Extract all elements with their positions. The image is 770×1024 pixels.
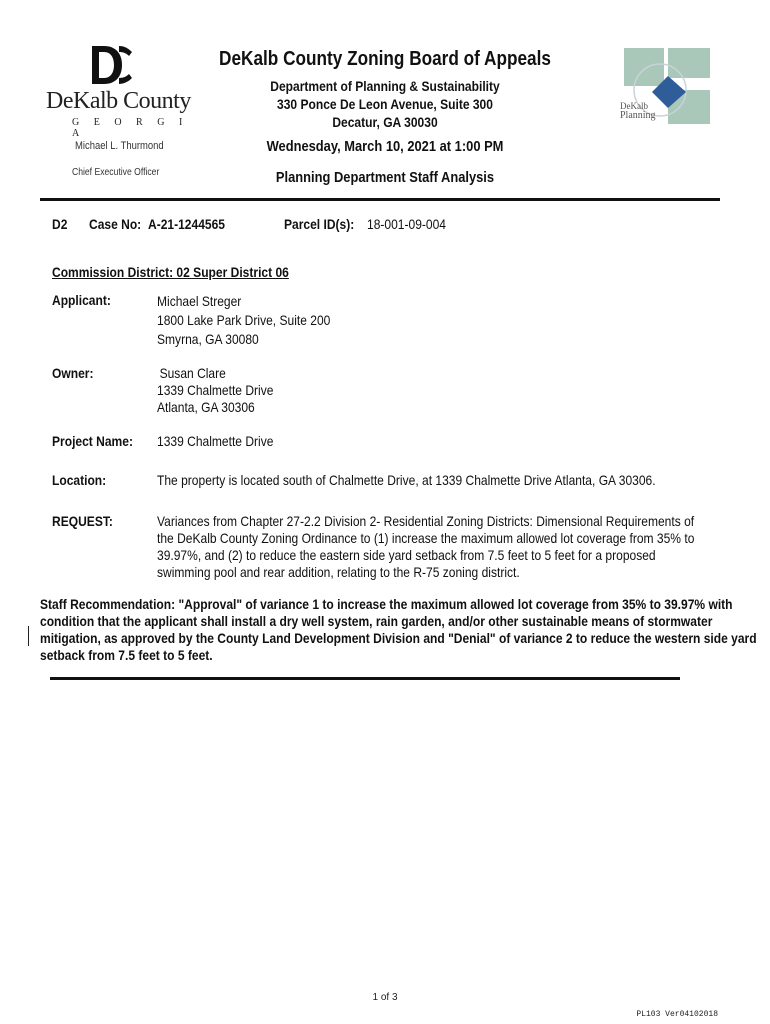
ceo-name: Michael L. Thurmond [75,140,164,152]
owner-line: Susan Clare [159,365,226,381]
project-name-value: 1339 Chalmette Drive [157,433,274,449]
request-value [157,513,694,581]
department-name: Department of Planning & Sustainability [270,78,500,94]
dc-monogram-icon [88,44,134,86]
applicant-line: Michael Streger [157,293,242,309]
request-label: REQUEST: [52,513,113,529]
logo-right-line1: DeKalb [620,101,648,111]
location-label: Location: [52,472,107,488]
logo-right-line2: Planning [620,110,656,121]
location-value: The property is located south of Chalmette Drive, at 1339 Chalmette Drive Atlanta, GA 30306. [157,472,656,488]
owner-value [157,365,273,416]
recommendation-line: condition that the applicant shall install a dry well system, rain garden, and/or other sustainable means of stormwater [40,613,713,629]
meeting-date: Wednesday, March 10, 2021 at 1:00 PM [266,138,504,155]
recommendation-divider [50,677,680,680]
board-title: DeKalb County Zoning Board of Appeals [219,48,551,70]
recommendation-line: setback from 7.5 feet to 5 feet. [40,647,213,663]
staff-analysis-subtitle: Planning Department Staff Analysis [275,169,495,186]
parcel-id: 18-001-09-004 [367,216,446,232]
applicant-line: 1800 Lake Park Drive, Suite 200 [157,312,331,328]
form-code: PL103 Ver04102018 [636,1010,718,1019]
district-code: D2 [52,216,68,232]
logo-county-name: DeKalb County [46,88,191,114]
owner-line: Atlanta, GA 30306 [157,399,255,415]
applicant-line: Smyrna, GA 30080 [157,331,259,347]
request-line: Variances from Chapter 27-2.2 Division 2- Residential Zoning Districts: Dimensional Requirements of [157,513,695,529]
recommendation-line: mitigation, as approved by the County Land Development Division and "Denial" of variance 2 to reduce the western side yard [40,630,757,646]
commission-district: Commission District: 02 Super District 06 [52,264,289,280]
project-name-label: Project Name: [52,433,133,449]
dekalb-county-logo [40,44,191,139]
logo-state-name: G E O R G I A [72,117,189,139]
request-line: swimming pool and rear addition, relating to the R-75 zoning district. [157,564,520,580]
owner-line: 1339 Chalmette Drive [157,382,274,398]
header-divider [40,198,720,201]
applicant-label: Applicant: [52,292,111,308]
request-line: 39.97%, and (2) to reduce the eastern side yard setback from 7.5 feet to 5 feet for a proposed [157,547,656,563]
address-line-2: Decatur, GA 30030 [332,114,438,130]
header-title-block [180,48,590,186]
recommendation-line: Staff Recommendation: "Approval" of variance 1 to increase the maximum allowed lot coverage from 35% to 39.97% with [40,596,733,612]
dekalb-planning-logo [614,46,714,126]
request-line: the DeKalb County Zoning Ordinance to (1) increase the maximum allowed lot coverage from 35% to [157,530,695,546]
page-number: 1 of 3 [372,992,398,1003]
applicant-value [157,292,330,349]
staff-recommendation [40,596,757,664]
case-no-label: Case No: [89,216,142,232]
owner-label: Owner: [52,365,94,381]
ceo-title: Chief Executive Officer [72,167,160,178]
address-line-1: 330 Ponce De Leon Avenue, Suite 300 [277,96,493,112]
case-number: A-21-1244565 [148,216,225,232]
parcel-label: Parcel ID(s): [284,216,355,232]
margin-mark [28,626,29,646]
